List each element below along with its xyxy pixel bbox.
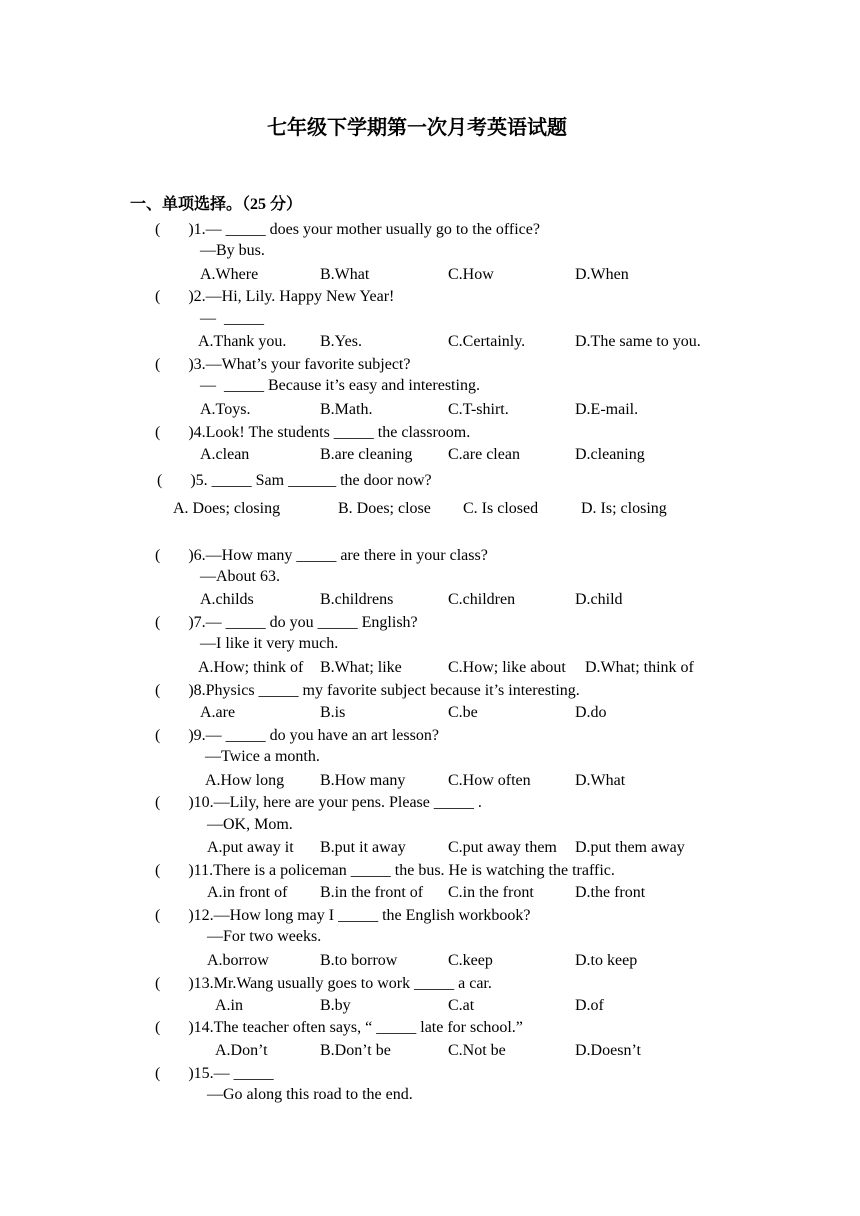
question-7-reply: —I like it very much. [200,635,339,652]
question-3-reply: — _____ Because it’s easy and interesting. [200,377,480,394]
question-2-option-b: B.Yes. [320,333,362,350]
question-9-stem: ( )9.— _____ do you have an art lesson? [155,727,439,744]
question-2-stem: ( )2.—Hi, Lily. Happy New Year! [155,288,395,305]
question-6-option-a: A.childs [200,591,254,608]
question-3-option-d: D.E-mail. [575,401,639,418]
question-6-option-c: C.children [448,591,516,608]
question-15-reply: —Go along this road to the end. [207,1086,413,1103]
question-4-option-c: C.are clean [448,446,520,463]
question-3-option-c: C.T-shirt. [448,401,509,418]
question-4-option-d: D.cleaning [575,446,645,463]
question-13-option-d: D.of [575,997,604,1014]
question-11-option-b: B.in the front of [320,884,424,901]
question-15-stem: ( )15.— _____ [155,1065,274,1082]
page-title: 七年级下学期第一次月考英语试题 [267,117,567,139]
question-13-option-c: C.at [448,997,475,1014]
question-11-option-a: A.in front of [207,884,288,901]
question-10-option-c: C.put away them [448,839,557,856]
question-14-option-b: B.Don’t be [320,1042,391,1059]
question-7-option-a: A.How; think of [198,659,304,676]
question-8-option-d: D.do [575,704,607,721]
question-12-option-a: A.borrow [207,952,269,969]
question-1-option-b: B.What [320,266,370,283]
question-4-option-a: A.clean [200,446,250,463]
question-9-option-d: D.What [575,772,626,789]
question-9-option-b: B.How many [320,772,406,789]
question-1-stem: ( )1.— _____ does your mother usually go to the office? [155,221,540,238]
question-3-option-b: B.Math. [320,401,373,418]
question-14-option-c: C.Not be [448,1042,506,1059]
question-5-option-b: B. Does; close [338,500,431,517]
question-9-reply: —Twice a month. [205,748,320,765]
question-11-option-d: D.the front [575,884,646,901]
question-11-stem: ( )11.There is a policeman _____ the bus. He is watching the traffic. [155,862,615,879]
question-12-option-b: B.to borrow [320,952,398,969]
question-7-option-b: B.What; like [320,659,402,676]
question-1-option-d: D.When [575,266,629,283]
question-2-option-d: D.The same to you. [575,333,701,350]
question-6-option-d: D.child [575,591,623,608]
question-8-option-b: B.is [320,704,346,721]
section-heading: 一、单项选择。（25 分） [130,196,303,213]
question-12-option-d: D.to keep [575,952,638,969]
question-12-reply: —For two weeks. [207,928,322,945]
question-4-stem: ( )4.Look! The students _____ the classroom. [155,424,471,441]
question-14-option-d: D.Doesn’t [575,1042,641,1059]
question-7-stem: ( )7.— _____ do you _____ English? [155,614,418,631]
question-12-stem: ( )12.—How long may I _____ the English workbook? [155,907,531,924]
question-3-stem: ( )3.—What’s your favorite subject? [155,356,411,373]
question-8-option-c: C.be [448,704,478,721]
question-2-option-c: C.Certainly. [448,333,526,350]
question-8-stem: ( )8.Physics _____ my favorite subject because it’s interesting. [155,682,580,699]
question-13-option-b: B.by [320,997,351,1014]
question-14-option-a: A.Don’t [215,1042,268,1059]
question-7-option-c: C.How; like about [448,659,566,676]
question-6-reply: —About 63. [200,568,280,585]
question-4-option-b: B.are cleaning [320,446,413,463]
question-5-option-a: A. Does; closing [173,500,281,517]
question-9-option-c: C.How often [448,772,531,789]
question-3-option-a: A.Toys. [200,401,251,418]
question-7-option-d: D.What; think of [585,659,694,676]
question-14-stem: ( )14.The teacher often says, “ _____ late for school.” [155,1019,523,1036]
question-11-option-c: C.in the front [448,884,534,901]
question-12-option-c: C.keep [448,952,493,969]
question-2-option-a: A.Thank you. [198,333,287,350]
question-6-option-b: B.childrens [320,591,394,608]
question-6-stem: ( )6.—How many _____ are there in your class? [155,547,488,564]
question-5-stem: ( )5. _____ Sam ______ the door now? [157,472,432,489]
question-10-option-b: B.put it away [320,839,406,856]
question-5-option-c: C. Is closed [463,500,539,517]
question-1-option-a: A.Where [200,266,259,283]
question-2-reply: — _____ [200,310,264,327]
question-5-option-d: D. Is; closing [581,500,667,517]
question-9-option-a: A.How long [205,772,285,789]
question-10-reply: —OK, Mom. [207,816,293,833]
question-1-option-c: C.How [448,266,494,283]
question-1-reply: —By bus. [200,242,265,259]
question-13-stem: ( )13.Mr.Wang usually goes to work _____ a car. [155,975,492,992]
question-8-option-a: A.are [200,704,236,721]
question-10-option-a: A.put away it [207,839,294,856]
question-10-option-d: D.put them away [575,839,685,856]
question-13-option-a: A.in [215,997,243,1014]
question-10-stem: ( )10.—Lily, here are your pens. Please _____ . [155,794,482,811]
